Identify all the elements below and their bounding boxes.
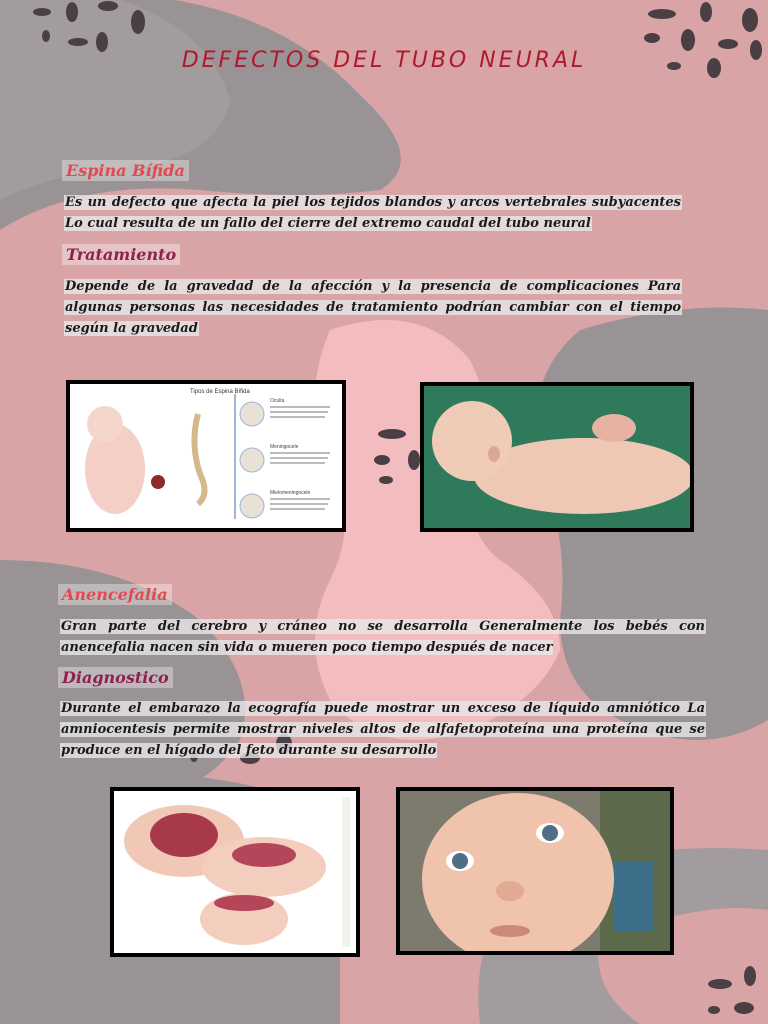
spina-bifida-baby-photo (420, 382, 694, 532)
paragraph-espina-bifida (64, 192, 682, 234)
heading-diagnostico: Diagnostico (58, 667, 173, 688)
heading-espina-bifida: Espina Bífida (62, 160, 189, 181)
page-title: DEFECTOS DEL TUBO NEURAL (181, 48, 587, 73)
diagram-label-oculta: Oculta (270, 398, 285, 404)
anencephaly-baby-photo (396, 787, 674, 955)
paragraph-diagnostico (60, 698, 706, 761)
diagram-label-meningocele: Meningocele (270, 444, 299, 450)
heading-anencefalia: Anencefalia (58, 584, 172, 605)
paragraph-tratamiento (64, 276, 682, 339)
heading-tratamiento: Tratamiento (62, 244, 180, 265)
text-diagnostico: Durante el embarazo la ecografía puede mostrar un exceso de líquido amniótico La amniocentesis permite mostrar niveles altos de alfafetoproteína una proteína que se produce en el hígado del feto durante su desarrollo (61, 701, 705, 758)
anencephaly-illustration (110, 787, 360, 957)
diagram-label-mielomeningocele: Mielomeningocele (270, 490, 311, 496)
text-tratamiento: Depende de la gravedad de la afección y la presencia de complicaciones Para algunas personas las necesidades de tratamiento podrían cambiar con el tiempo según la gravedad (65, 279, 681, 336)
spina-bifida-diagram-image (66, 380, 346, 532)
text-anencefalia: Gran parte del cerebro y cráneo no se desarrolla Generalmente los bebés con anencefalia nacen sin vida o mueren poco tiempo después de nacer (61, 619, 705, 655)
decorative-dots-bottom-right (700, 960, 768, 1024)
text-espina-bifida: Es un defecto que afecta la piel los tejidos blandos y arcos vertebrales subyacentes Lo cual resulta de un fallo del cierre del extremo caudal del tubo neural (65, 195, 681, 231)
paragraph-anencefalia (60, 616, 706, 658)
diagram-title: Tipos de Espina Bífida (190, 389, 250, 395)
